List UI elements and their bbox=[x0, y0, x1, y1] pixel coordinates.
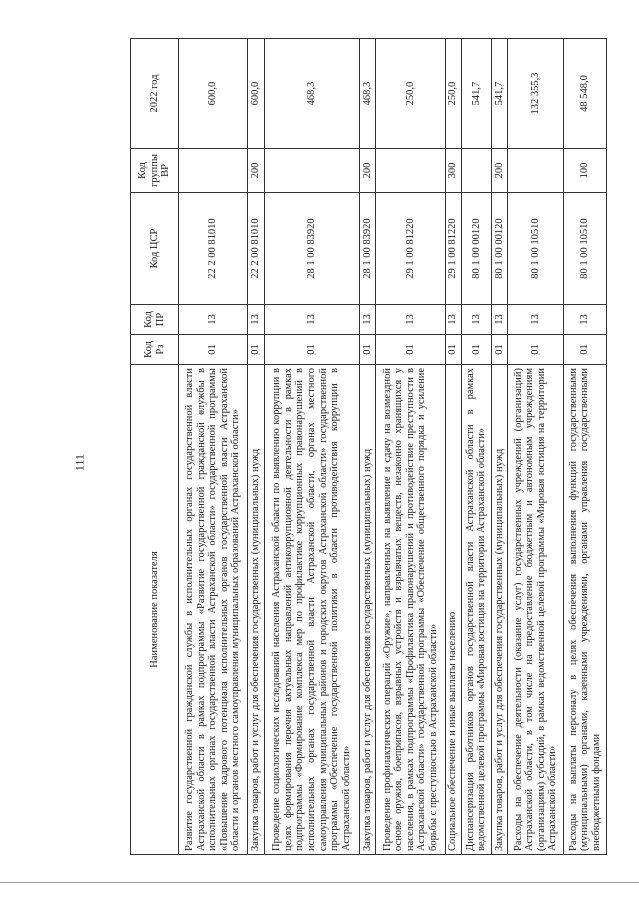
cell-csr: 80 1 00 00120 bbox=[491, 193, 508, 305]
cell-rz: 01 bbox=[445, 335, 462, 365]
cell-csr: 28 1 00 83920 bbox=[359, 193, 376, 305]
cell-rz: 01 bbox=[248, 335, 265, 365]
cell-year: 468,3 bbox=[359, 39, 376, 149]
header-rz: Код Рз bbox=[131, 335, 179, 365]
table-row bbox=[248, 39, 265, 855]
header-vr: Код группы ВР bbox=[131, 149, 179, 193]
cell-year: 250,0 bbox=[376, 39, 445, 149]
cell-year: 468,3 bbox=[264, 39, 359, 149]
cell-vr: 200 bbox=[359, 149, 376, 193]
cell-vr: 100 bbox=[564, 149, 607, 193]
cell-name: Социальное обеспечение и иные выплаты населению bbox=[445, 365, 462, 855]
table-row bbox=[564, 39, 607, 855]
cell-year: 541,7 bbox=[462, 39, 492, 149]
cell-rz: 01 bbox=[508, 335, 564, 365]
cell-year: 48 548,0 bbox=[564, 39, 607, 149]
cell-rz: 01 bbox=[359, 335, 376, 365]
cell-year: 541,7 bbox=[491, 39, 508, 149]
cell-name: Расходы на обеспечение деятельности (оказание услуг) государственных учреждений (организаций) Астраханской области, в том числе на предоставление бюджетным и автономным учреждениям (организациям) субсидий, в рамках ведомственной целевой программы «Мировая юстиция на территории Астраханской области» bbox=[508, 365, 564, 855]
rotated-table-container bbox=[130, 39, 607, 855]
cell-name: Проведение социологических исследований населения Астраханской области по выявлению коррупции в целях формирования перечня актуальных направлений антикоррупционной деятельности в рамках подпрограммы «Формирование комплекса мер по профилактике коррупционных правонарушений в исполнительных органах государственной власти Астраханской области, органах местного самоуправления муниципальных районов и городских округов Астраханской области» государственной программы «Обеспечение государственной политики в области противодействия коррупции в Астраханской области» bbox=[264, 365, 359, 855]
cell-csr: 80 1 00 10510 bbox=[508, 193, 564, 305]
cell-vr: 300 bbox=[445, 149, 462, 193]
cell-name: Закупка товаров, работ и услуг для обеспечения государственных (муниципальных) нужд bbox=[248, 365, 265, 855]
cell-year: 600,0 bbox=[179, 39, 248, 149]
page-bottom-rule bbox=[0, 882, 639, 883]
cell-vr bbox=[179, 149, 248, 193]
cell-name: Проведение профилактических операций «Оружие», направленных на выявление и сдачу на возмездной основе оружия, боеприпасов, взрывных устройств и взрывчатых веществ, незаконно хранящихся у населения, в рамках подпрограммы «Профилактика правонарушений и противодействие преступности в Астраханской области» государственной программы «Обеспечение общественного порядка и усиление борьбы с преступностью в Астраханской области» bbox=[376, 365, 445, 855]
cell-csr: 29 1 00 81220 bbox=[445, 193, 462, 305]
cell-rz: 01 bbox=[564, 335, 607, 365]
cell-csr: 22 2 00 81010 bbox=[179, 193, 248, 305]
cell-pr: 13 bbox=[491, 305, 508, 335]
table-row bbox=[376, 39, 445, 855]
table-row bbox=[462, 39, 492, 855]
table-row bbox=[508, 39, 564, 855]
cell-vr: 200 bbox=[248, 149, 265, 193]
cell-pr: 13 bbox=[359, 305, 376, 335]
table-row bbox=[491, 39, 508, 855]
cell-year: 250,0 bbox=[445, 39, 462, 149]
cell-pr: 13 bbox=[179, 305, 248, 335]
cell-vr bbox=[264, 149, 359, 193]
cell-name: Закупка товаров, работ и услуг для обеспечения государственных (муниципальных) нужд bbox=[491, 365, 508, 855]
cell-rz: 01 bbox=[462, 335, 492, 365]
cell-rz: 01 bbox=[491, 335, 508, 365]
cell-vr: 200 bbox=[491, 149, 508, 193]
cell-csr: 22 2 00 81010 bbox=[248, 193, 265, 305]
cell-csr: 80 1 00 10510 bbox=[564, 193, 607, 305]
table-row bbox=[445, 39, 462, 855]
table-row bbox=[179, 39, 248, 855]
header-csr: Код ЦСР bbox=[131, 193, 179, 305]
header-name: Наименование показателя bbox=[131, 365, 179, 855]
cell-csr: 28 1 00 83920 bbox=[264, 193, 359, 305]
cell-name: Расходы на выплаты персоналу в целях обеспечения выполнения функций государственными (муниципальными) органами, казенными учреждениями, органами управления государственными внебюджетными фондами bbox=[564, 365, 607, 855]
cell-pr: 13 bbox=[508, 305, 564, 335]
cell-pr: 13 bbox=[248, 305, 265, 335]
table-header-row bbox=[131, 39, 179, 855]
cell-rz: 01 bbox=[376, 335, 445, 365]
cell-pr: 13 bbox=[462, 305, 492, 335]
cell-year: 600,0 bbox=[248, 39, 265, 149]
cell-vr bbox=[376, 149, 445, 193]
cell-year: 132 355,3 bbox=[508, 39, 564, 149]
table-row bbox=[264, 39, 359, 855]
cell-pr: 13 bbox=[445, 305, 462, 335]
cell-vr bbox=[462, 149, 492, 193]
header-pr: Код ПР bbox=[131, 305, 179, 335]
page-number: 111 bbox=[72, 453, 87, 472]
cell-pr: 13 bbox=[564, 305, 607, 335]
cell-pr: 13 bbox=[376, 305, 445, 335]
cell-name: Развитие государственной гражданской службы в исполнительных органах государственной власти Астраханской области в рамках подпрограммы «Развитие государственной гражданской службы в исполнительных органах государственной власти Астраханской области» государственной программы «Повышение кадрового потенциала исполнительных органов государственной власти Астраханской области и органов местного самоуправления муниципальных образований Астраханской области» bbox=[179, 365, 248, 855]
cell-rz: 01 bbox=[264, 335, 359, 365]
cell-name: Диспансеризация работников органов государственной власти Астраханской области в рамках ведомственной целевой программы «Мировая юстиция на территории Астраханской области» bbox=[462, 365, 492, 855]
cell-name: Закупка товаров, работ и услуг для обеспечения государственных (муниципальных) нужд bbox=[359, 365, 376, 855]
cell-csr: 80 1 00 00120 bbox=[462, 193, 492, 305]
cell-csr: 29 1 00 81220 bbox=[376, 193, 445, 305]
header-year: 2022 год bbox=[131, 39, 179, 149]
table-row bbox=[359, 39, 376, 855]
cell-pr: 13 bbox=[264, 305, 359, 335]
budget-table bbox=[130, 38, 607, 855]
cell-vr bbox=[508, 149, 564, 193]
cell-rz: 01 bbox=[179, 335, 248, 365]
